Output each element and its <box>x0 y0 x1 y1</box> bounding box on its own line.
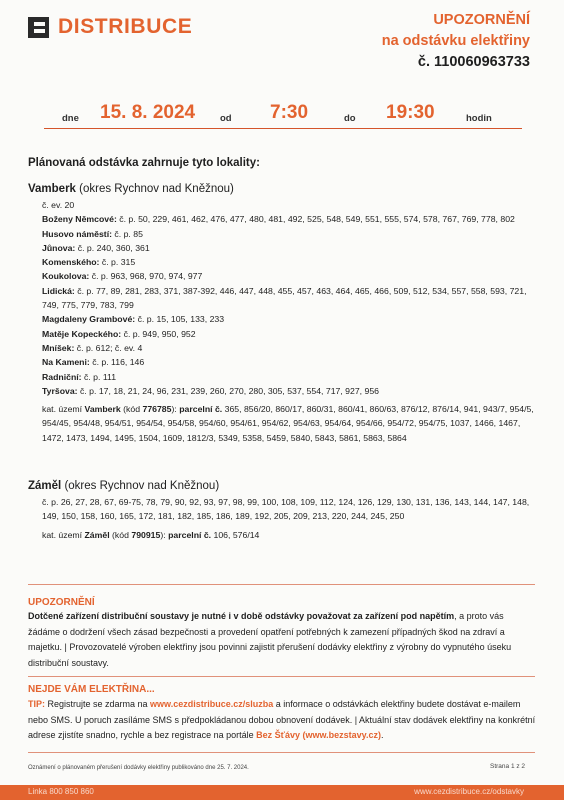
outages-url[interactable]: www.cezdistribuce.cz/odstavky <box>414 787 524 796</box>
divider <box>28 676 535 677</box>
house-numbers: č. p. 949, 950, 952 <box>123 328 196 339</box>
tip-text: . <box>380 730 384 740</box>
house-numbers: č. p. 963, 968, 970, 974, 977 <box>91 271 203 282</box>
warning-text <box>28 609 538 671</box>
address-entry <box>42 227 539 241</box>
house-numbers: č. p. 111 <box>84 371 117 382</box>
bottom-bar <box>0 785 564 800</box>
outage-schedule <box>44 100 522 129</box>
address-entry <box>42 269 539 283</box>
address-list-vamberk <box>42 198 539 445</box>
cadastral-parcels-label: parcelní č. <box>179 404 223 415</box>
town-name: Záměl <box>28 480 62 492</box>
tip-label: TIP: <box>28 699 45 709</box>
cadastral-parcels-label: parcelní č. <box>168 529 212 540</box>
street-name: Jůnova: <box>42 242 76 253</box>
address-entry <box>42 355 539 369</box>
cadastral-parcels: 106, 576/14 <box>213 529 260 540</box>
cadastral-code: 776785 <box>142 404 172 415</box>
address-entry <box>42 327 539 341</box>
publication-note: Oznámení o plánovaném přerušení dodávky elektřiny publikováno dne 25. 7. 2024. <box>28 765 249 771</box>
address-entry <box>42 212 539 226</box>
house-numbers: č. p. 26, 27, 28, 67, 69-75, 78, 79, 90, 92, 93, 97, 98, 99, 100, 108, 109, 112, 124, 126, 129, 130, 131, 136, 143, 144, 147, 148, 149, 150, 158, 160, 165, 172, 181, 182, 185, 186, 189, 192, 205, 209, 213, 220, 244, 245, 250 <box>42 497 530 522</box>
to-label: do <box>344 113 356 124</box>
to-time: 19:30 <box>386 102 435 123</box>
address-entry <box>42 384 539 398</box>
address-entry <box>42 495 539 524</box>
cadastral-code: 790915 <box>131 529 161 540</box>
divider <box>28 584 535 585</box>
cadastral-code-end: ): <box>160 529 166 540</box>
street-name: Boženy Němcové: <box>42 214 117 225</box>
brand-logo <box>28 15 192 39</box>
address-entry <box>42 255 539 269</box>
house-numbers: č. p. 116, 146 <box>92 357 145 368</box>
house-numbers: č. p. 240, 360, 361 <box>77 242 150 253</box>
notice-number: č. 110060963733 <box>417 54 530 70</box>
hotline: Linka 800 850 860 <box>28 787 94 796</box>
cadastral-parcels: 365, 856/20, 860/17, 860/31, 860/41, 860/63, 876/12, 876/14, 941, 943/7, 954/5, 954/45, 954/48, 954/51, 954/54, 954/58, 954/60, 954/61, 954/62, 954/63, 954/64, 954/66, 954/72, 954/75, 1037, 1466, 1467, 1472, 1473, 1494, 1495, 1504, 1609, 1812/3, 5349, 5358, 5459, 5840, 5843, 5861, 5863, 5864 <box>42 404 534 443</box>
address-entry <box>42 370 539 384</box>
cadastral-prefix: kat. území <box>42 404 83 415</box>
cez-logo-icon <box>28 17 49 38</box>
street-name: Husovo náměstí: <box>42 228 112 239</box>
town-heading-vamberk <box>28 183 234 195</box>
address-list-zamel <box>42 495 539 542</box>
cadastral-entry <box>42 528 539 542</box>
town-name: Vamberk <box>28 183 76 195</box>
house-numbers: č. ev. 20 <box>42 200 75 210</box>
tip-text: Registrujte se zdarma na <box>45 699 151 709</box>
brand-name: DISTRIBUCE <box>58 15 193 38</box>
house-numbers: č. p. 612; č. ev. 4 <box>76 342 143 353</box>
cadastral-code-label: (kód <box>123 404 141 415</box>
warning-bold: Dotčené zařízení distribuční soustavy je nutné i v době odstávky považovat za zařízení pod napětím <box>28 611 455 621</box>
from-label: od <box>220 113 232 124</box>
house-numbers: č. p. 50, 229, 461, 462, 476, 477, 480, 481, 492, 525, 548, 549, 551, 555, 574, 578, 767, 769, 778, 802 <box>119 214 515 225</box>
notice-title: UPOZORNĚNÍ <box>433 12 530 28</box>
address-entry <box>42 341 539 355</box>
address-entry <box>42 284 539 313</box>
warning-rest: , a proto vás žádáme o dodržení všech zásad bezpečnosti a provedení opatření potřebných k zamezení případných škod na zdraví a majetku. | Provozovatelé výroben elektřiny jsou povinni zajistit přerušení dodávky elektřiny z výrobny do vypnutého úseku distribuční soustavy. <box>28 611 512 668</box>
cadastral-prefix: kat. území <box>42 529 83 540</box>
street-name: Koukolova: <box>42 271 90 282</box>
town-district: (okres Rychnov nad Kněžnou) <box>64 480 220 492</box>
no-power-text <box>28 697 538 744</box>
address-entry <box>42 241 539 255</box>
page-number: Strana 1 z 2 <box>490 763 526 770</box>
bezstavy-link[interactable]: Bez Šťávy (www.bezstavy.cz) <box>256 730 381 740</box>
address-entry <box>42 312 539 326</box>
house-numbers: č. p. 17, 18, 21, 24, 96, 231, 239, 260, 270, 280, 305, 537, 554, 717, 927, 956 <box>80 385 379 396</box>
locations-heading: Plánovaná odstávka zahrnuje tyto lokality: <box>28 157 260 169</box>
cadastral-code-end: ): <box>171 404 177 415</box>
house-numbers: č. p. 315 <box>101 257 136 268</box>
cadastral-code-label: (kód <box>112 529 129 540</box>
day-label: dne <box>62 113 79 124</box>
house-numbers: č. p. 85 <box>114 228 143 239</box>
warning-title: UPOZORNĚNÍ <box>28 597 95 608</box>
street-name: Magdaleny Grambové: <box>42 314 136 325</box>
notice-subtitle: na odstávku elektřiny <box>381 33 530 49</box>
tip-text: a informace o odstávkách elektřiny budete dostávat e-mailem nebo SMS. U poruch zasíláme SMS s předpokládanou dobou obnovení dodávek. | Aktuální stav dodávek elektřiny na konkrétní adrese zjistíte snadno, rychle a bez registrace na portále <box>28 699 536 740</box>
house-numbers: č. p. 15, 105, 133, 233 <box>137 314 225 325</box>
no-power-title: NEJDE VÁM ELEKTŘINA... <box>28 684 155 695</box>
street-name: Lidická: <box>42 285 75 296</box>
notice-header <box>382 10 530 73</box>
outage-date: 15. 8. 2024 <box>100 102 196 123</box>
address-entry <box>42 198 539 212</box>
street-name: Komenského: <box>42 257 100 268</box>
house-numbers: č. p. 77, 89, 281, 283, 371, 387-392, 446, 447, 448, 455, 457, 463, 464, 465, 466, 509, 512, 534, 557, 558, 593, 721, 749, 775, 779, 783, 799 <box>42 285 527 311</box>
hours-label: hodin <box>466 113 492 124</box>
cadastral-entry <box>42 402 539 445</box>
from-time: 7:30 <box>270 102 309 123</box>
street-name: Matěje Kopeckého: <box>42 328 122 339</box>
town-district: (okres Rychnov nad Kněžnou) <box>79 183 234 195</box>
street-name: Radniční: <box>42 371 82 382</box>
cadastral-name: Záměl <box>84 529 110 540</box>
divider <box>28 752 535 753</box>
cadastral-name: Vamberk <box>84 404 121 415</box>
town-heading-zamel <box>28 480 219 492</box>
registration-link[interactable]: www.cezdistribuce.cz/sluzba <box>150 699 274 709</box>
street-name: Tyršova: <box>42 385 78 396</box>
street-name: Mníšek: <box>42 342 75 353</box>
street-name: Na Kameni: <box>42 357 90 368</box>
